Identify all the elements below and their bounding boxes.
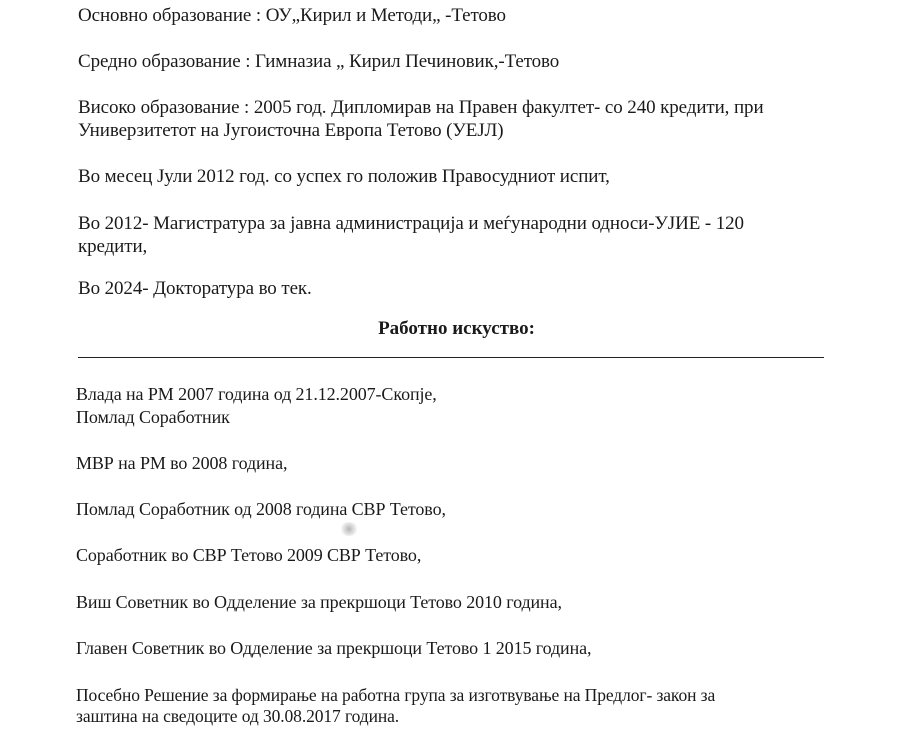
higher-education-line-2: Универзитетот на Југоисточна Европа Тетово (УЕЈЛ) [78, 120, 504, 141]
higher-education-line-1: Високо образование : 2005 год. Дипломирав на Правен факултет- со 240 кредити, при [78, 97, 764, 118]
work-item-4: Соработник во СВР Тетово 2009 СВР Тетово, [76, 545, 422, 565]
work-item-2: МВР на РМ во 2008 година, [76, 453, 288, 473]
work-item-3: Помлад Соработник од 2008 година СВР Тетово, [76, 499, 446, 519]
masters-line-2: кредити, [78, 236, 148, 257]
secondary-education: Средно образование : Гимназиа „ Кирил Печиновик,-Тетово [78, 51, 560, 72]
work-item-1-line-1: Влада на РМ 2007 година од 21.12.2007-Скопје, [76, 384, 437, 404]
work-item-5: Виш Советник во Одделение за прекршоци Тетово 2010 година, [76, 592, 562, 612]
work-item-7-line-1: Посебно Решение за формирање на работна група за изготвување на Предлог- закон за [76, 685, 716, 705]
work-item-7-line-2: заштина на сведоците од 30.08.2017 година. [76, 706, 400, 726]
work-item-6: Главен Советник во Одделение за прекршоци Тетово 1 2015 година, [76, 638, 592, 658]
section-divider [78, 357, 824, 358]
work-item-1-line-2: Помлад Соработник [76, 407, 230, 427]
masters-line-1: Во 2012- Магистратура за јавна администрација и меѓународни односи-УЈИЕ - 120 [78, 213, 744, 234]
scan-smudge [340, 522, 358, 536]
doctorate: Во 2024- Докторатура во тек. [78, 278, 312, 299]
bar-exam: Во месец Јули 2012 год. со успех го положив Правосудниот испит, [78, 166, 610, 187]
primary-education: Основно образование : ОУ„Кирил и Методи„ -Тетово [78, 5, 506, 26]
work-experience-heading: Работно искуство: [378, 318, 535, 339]
